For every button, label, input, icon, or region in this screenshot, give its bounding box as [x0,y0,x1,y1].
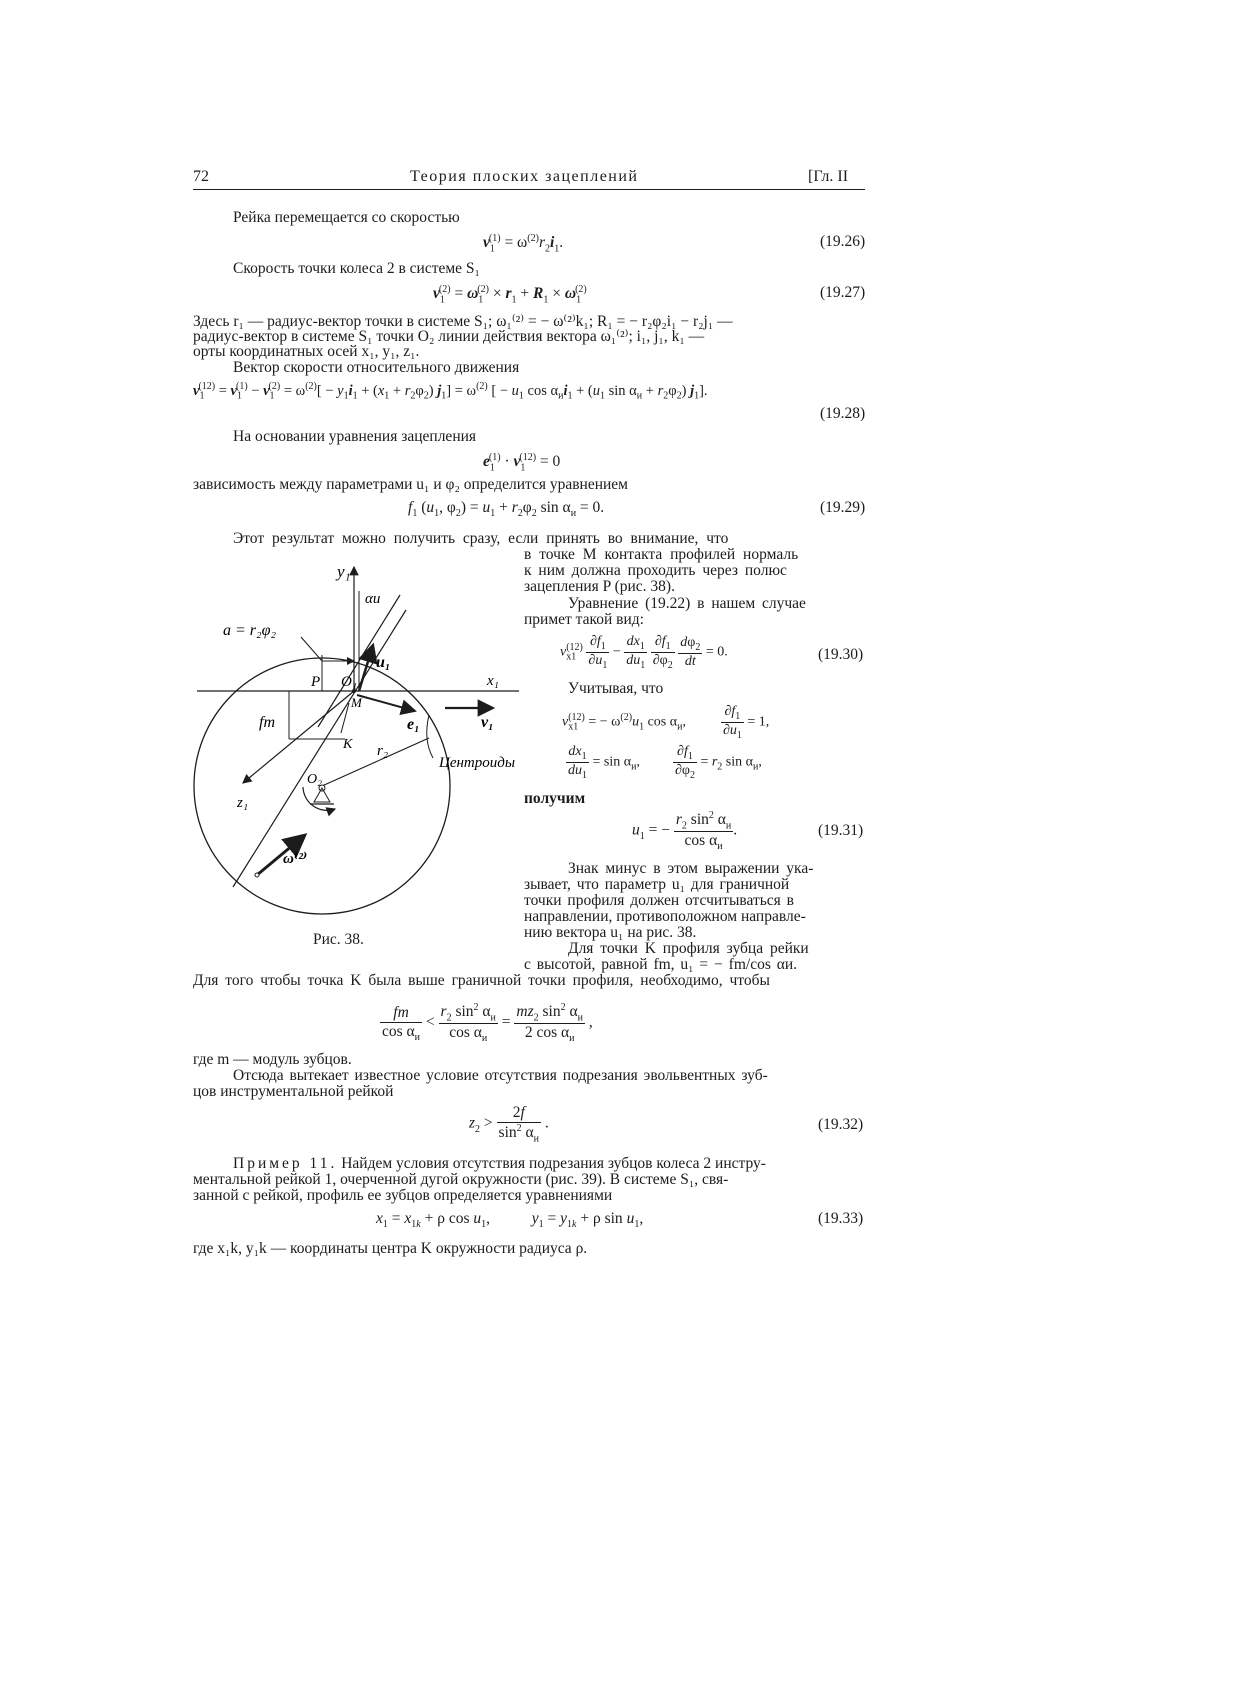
right-col-line5: Уравнение (19.22) в нашем случае [568,595,806,612]
right-col-line4: зацепления P (рис. 38). [524,578,675,595]
equation-19-31: $u_1$ = − $\frac{r_2 \sin^2 \alpha_и}{\cos \alpha_и}$ . [632,810,738,853]
label-centroids: Центроиды [439,755,516,771]
equation-meshing: $e_1^{(1)} \cdot v_1^{(12)} = 0$ [483,452,561,474]
z1-axis [243,691,354,783]
label-alpha: αи [365,591,381,607]
paragraph-center-coords: где x₁k, y₁k — координаты центра K окружности радиуса ρ. [193,1240,588,1257]
equation-19-26: $v_1^{(1)} = \omega^{(2)}r_2i_1$. [483,233,564,255]
paragraph-definitions-line2: радиус-вектор в системе S₁ точки O₂ линии действия вектора ω₁⁽²⁾; i₁, j₁, k₁ — [193,328,705,345]
label-u1: u₁ [376,654,391,671]
right-col-line3: к ним должна проходить через полюс [524,562,787,579]
paragraph-definitions-line3: орты координатных осей x₁, y₁, z₁. [193,343,420,360]
equation-number: (19.27) [820,284,866,301]
equation-number: (19.28) [820,405,866,422]
paragraph-undercut-line2: цов инструментальной рейкой [193,1083,394,1100]
right-col-obtain: получим [524,790,586,807]
right-col-sign6: Для точки K профиля зубца рейки [568,940,809,957]
equation-19-32: $z_2$ > $\frac{2f}{\sin^2 \alpha_и}$ . [469,1104,549,1145]
example-line1: Найдем условия отсутствия подрезания зубцов колеса 2 инстру- [341,1155,766,1172]
right-col-sign2: зывает, что параметр u₁ для граничной [524,876,790,893]
label-v1: v₁ [481,714,494,731]
figure-caption: Рис. 38. [313,931,364,948]
label-omega: ω⁽²⁾ [283,851,308,867]
equation-19-30: $v_{x1}^{(12)}$ $\frac{\partial f_1}{\partial u_1}$ − $\frac{dx_1}{du_1}$ $\frac{\partial f_1}{\partial\varphi_2}$ $\frac{d\varphi_2}{dt}$ = 0. [560,634,728,671]
right-col-sign3: точки профиля должен отсчитываться в [524,892,795,909]
paragraph-undercut-line1: Отсюда вытекает известное условие отсутствия подрезания эвольвентных зуб- [233,1067,768,1084]
equation-number: (19.30) [818,646,864,663]
right-col-line1: Этот результат можно получить сразу, если принять во внимание, что [233,530,729,547]
equation-derivatives: $\frac{dx_1}{du_1}$ = $\sin \alpha_и$, $\frac{\partial f_1}{\partial\varphi_2}$ = $r_2$ $\sin \alpha_и$, [568,744,762,781]
equation-19-33: $x_1 = x_{1k} + \rho$ $\cos u_1$, $y_1 = y_{1k} + \rho$ $\sin u_1$, [376,1210,644,1231]
paragraph-definitions-line1: Здесь r₁ — радиус-вектор точки в системе S₁; ω₁⁽²⁾ = − ω⁽²⁾k₁; R₁ = − r₂φ₂i₁ − r₂j₁ — [193,313,733,330]
equation-19-28: $v_1^{(12)} = v_1^{(1)} - v_1^{(2)} = \omega^{(2)}[ - y_1i_1 + (x_1 + r_2\varphi_2) j_1] = \omega^{(2)}$ [ − $u_1$ $\cos \alpha_иi_1 + (u_1$ $\sin \alpha_и + r_2\varphi_2$) $j_1$]. [193,381,708,402]
label-K: K [343,737,353,752]
label-y1: y₁ [337,562,351,581]
equation-inequality: $\frac{fm}{\cos \alpha_и}$ < $\frac{r_2 \sin^2 \alpha_и}{\cos \alpha_и}$ = $\frac{mz_2 \sin^2 \alpha_и}{2 \cos \alpha_и}$ , [382,1002,593,1045]
equation-number: (19.26) [820,233,866,250]
label-z1: z₁ [237,795,249,811]
example-heading: Пример 11. [233,1155,338,1172]
label-M: M [351,695,362,710]
label-O2: O₂ [307,772,322,787]
right-col-considering: Учитывая, что [568,680,664,697]
paragraph-wheel-speed: Скорость точки колеса 2 в системе S₁ [233,260,480,277]
paragraph-module: где m — модуль зубцов. [193,1051,352,1068]
paragraph-rack-speed: Рейка перемещается со скоростью [233,209,460,226]
right-col-sign7: с высотой, равной fm, u₁ = − fm/cos αи. [524,956,798,973]
paragraph-dependence: зависимость между параметрами u₁ и φ₂ определится уравнением [193,476,628,493]
paragraph-relative-velocity: Вектор скорости относительного движения [233,359,520,376]
paragraph-condition: Для того чтобы точка K была выше граничной точки профиля, необходимо, чтобы [193,972,770,989]
right-col-line2: в точке M контакта профилей нормаль [524,546,799,563]
right-col-sign1: Знак минус в этом выражении ука- [568,860,814,877]
e1-vector [357,695,415,711]
right-col-sign4: направлении, противоположном направле- [524,908,806,925]
label-fm: fm [259,714,275,731]
figure-38 [193,555,523,925]
running-title: Теория плоских зацеплений [410,168,639,185]
equation-number: (19.32) [818,1116,864,1133]
rotation-arc [303,787,335,810]
equation-number: (19.29) [820,499,866,516]
page-number: 72 [193,168,209,185]
label-a-eq: a = r₂φ₂ [223,622,276,639]
paragraph-meshing: На основании уравнения зацепления [233,428,477,445]
example-line3: занной с рейкой, профиль ее зубцов определяется уравнениями [193,1187,613,1204]
label-r2: r₂ [377,743,389,759]
equation-number: (19.33) [818,1210,864,1227]
equation-19-27: $v_1^{(2)} = \omega_1^{(2)} \times r_1 + R_1 \times \omega_1^{(2)}$ [433,284,587,306]
label-P: P [311,674,321,690]
right-col-line6: примет такой вид: [524,611,644,628]
equation-19-29: $f_1$ ($u_1$, $\varphi_2) = u_1 + r_2\varphi_2$ $\sin \alpha_и = 0$. [408,499,605,520]
example-line2: ментальной рейкой 1, очерченной дугой окружности (рис. 39). В системе S₁, свя- [193,1171,729,1188]
chapter-marker: [Гл. II [808,168,849,185]
label-x1: x₁ [487,673,499,689]
right-col-sign5: нию вектора u₁ на рис. 38. [524,924,697,941]
radius-r2 [322,738,429,786]
equation-velocity-x: $v_{x1}^{(12)}$ = − $\omega^{(2)}u_1$ $\cos \alpha_и$, $\frac{\partial f_1}{\partial u_1}$ = 1, [562,704,770,741]
example-11 [233,1155,766,1172]
label-e1: e₁ [407,716,420,733]
header-rule [193,189,865,190]
equation-number: (19.31) [818,822,864,839]
label-O1: O₁ [341,674,358,690]
